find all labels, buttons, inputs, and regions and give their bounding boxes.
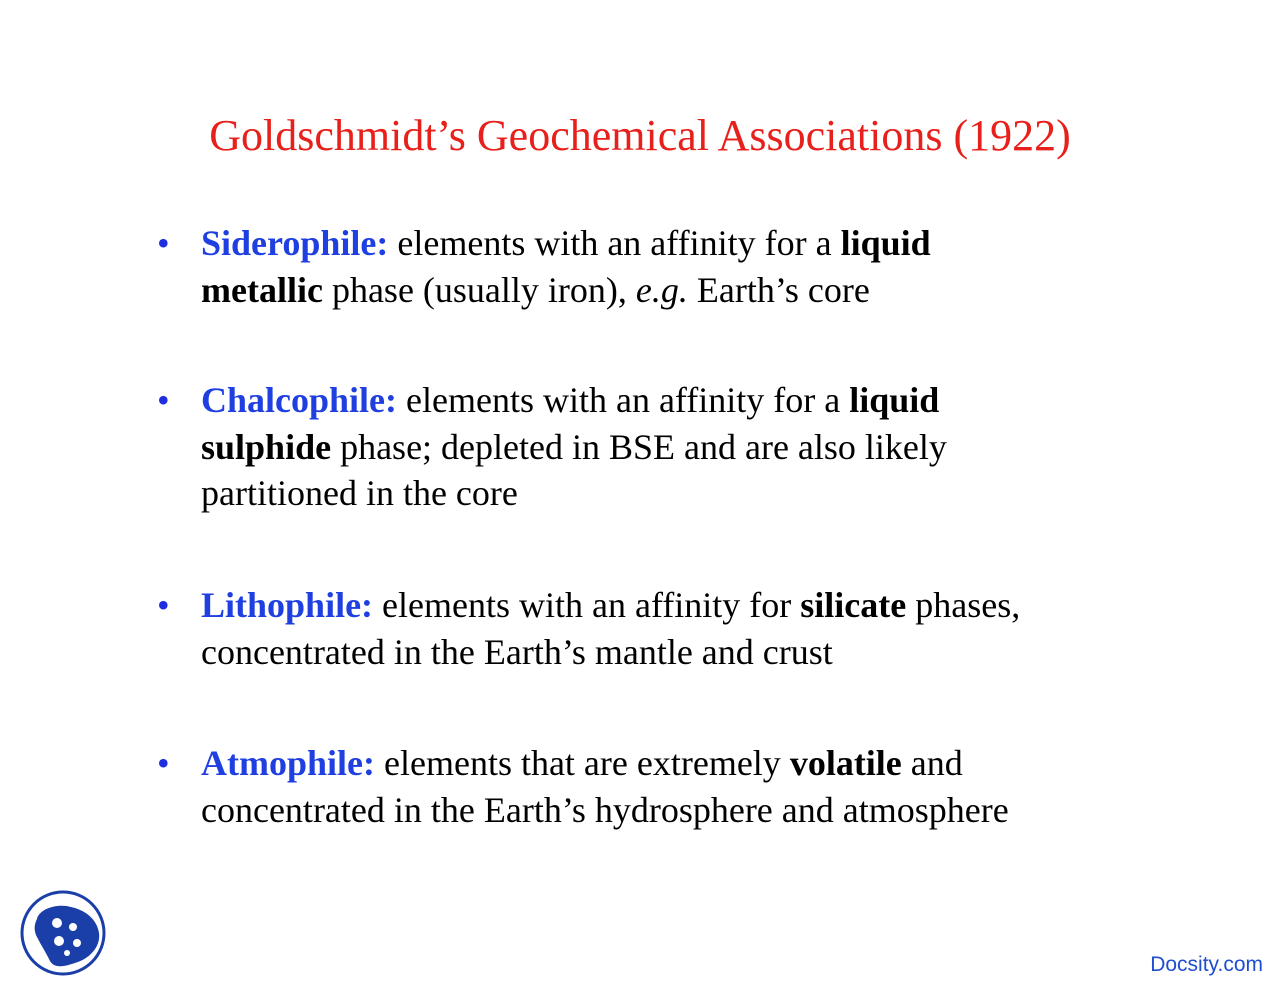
description-text: phase (usually iron),: [322, 269, 636, 310]
description-text: partitioned in the core: [201, 473, 518, 513]
term-label: Atmophile:: [201, 743, 375, 783]
bullet-icon: •: [157, 223, 170, 263]
term-label: Chalcophile:: [201, 380, 398, 420]
bullet-text: [201, 220, 1121, 313]
emphasis-text: metallic: [201, 269, 323, 310]
description-text: elements with an affinity for: [373, 585, 801, 625]
description-text: Earth’s core: [687, 269, 870, 310]
abbreviation-text: e.g.: [635, 269, 688, 310]
emphasis-text: sulphide: [201, 426, 332, 467]
emphasis-text: volatile: [789, 743, 902, 783]
slide-title: Goldschmidt’s Geochemical Associations (1922): [209, 111, 1071, 160]
description-text: elements with an affinity for a: [397, 380, 850, 420]
term-label: Lithophile:: [201, 585, 374, 625]
docsity-logo-icon[interactable]: [19, 889, 107, 977]
docsity-logo-svg: [19, 889, 107, 977]
description-text: and: [901, 743, 963, 783]
emphasis-text: silicate: [800, 585, 907, 625]
description-text: phase; depleted in BSE and are also likely: [331, 426, 947, 467]
emphasis-text: liquid: [849, 380, 940, 420]
docsity-watermark-link[interactable]: Docsity.com: [1150, 953, 1263, 976]
description-text: phases,: [906, 585, 1021, 625]
description-text: concentrated in the Earth’s hydrosphere and atmosphere: [201, 789, 1009, 830]
description-text: elements that are extremely: [375, 743, 790, 783]
term-label: Siderophile:: [201, 223, 389, 263]
bullet-text: [201, 582, 1121, 675]
bullet-text: [201, 740, 1121, 833]
emphasis-text: liquid: [840, 223, 931, 263]
bullet-icon: •: [157, 380, 170, 420]
description-text: concentrated in the Earth’s mantle and crust: [201, 631, 833, 672]
bullet-text: [201, 377, 1121, 517]
bullet-icon: •: [157, 743, 170, 783]
bullet-icon: •: [157, 585, 170, 625]
description-text: elements with an affinity for a: [388, 223, 841, 263]
